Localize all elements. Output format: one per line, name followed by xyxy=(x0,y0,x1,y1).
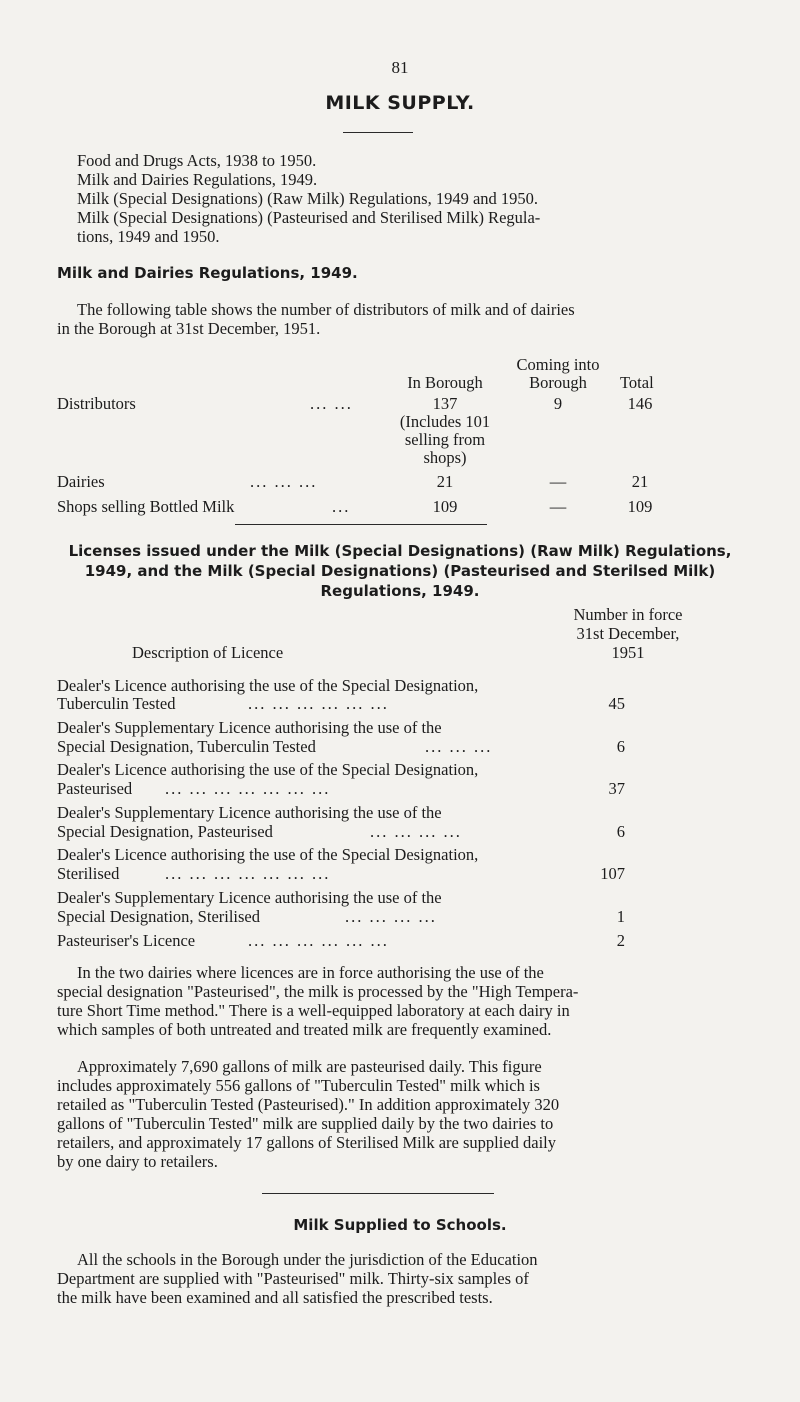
licence-count: 6 xyxy=(616,737,625,756)
cell-note: (Includes 101 xyxy=(399,412,491,431)
licence-description: Dealer's Supplementary Licence authorising the use of the xyxy=(57,718,442,737)
page-title: MILK SUPPLY. xyxy=(325,92,475,114)
licence-count: 37 xyxy=(608,779,625,798)
paragraph-line: the milk have been examined and all satisfied the prescribed tests. xyxy=(57,1288,493,1307)
licence-description: Pasteurised xyxy=(57,779,133,798)
licence-description: Sterilised xyxy=(57,864,120,883)
paragraph-line: ture Short Time method." There is a well-equipped laboratory at each dairy in xyxy=(57,1001,570,1020)
cell-in-borough: 21 xyxy=(436,472,454,491)
licence-count: 2 xyxy=(616,931,625,950)
cell-in-borough: 109 xyxy=(432,497,458,516)
licence-description: Dealer's Supplementary Licence authorising the use of the xyxy=(57,888,442,907)
section-heading-licences: Regulations, 1949. xyxy=(320,582,480,600)
paragraph-line: which samples of both untreated and treated milk are frequently examined. xyxy=(57,1020,552,1039)
paragraph-line: gallons of "Tuberculin Tested" milk are supplied daily by the two dairies to xyxy=(57,1114,554,1133)
cell-coming: — xyxy=(549,497,567,516)
title-divider xyxy=(343,132,413,133)
licence-count: 45 xyxy=(608,694,625,713)
cell-coming: — xyxy=(549,472,567,491)
act-item: Milk (Special Designations) (Raw Milk) Regulations, 1949 and 1950. xyxy=(77,189,539,208)
column-header-number: 1951 xyxy=(611,643,645,662)
row-label-distributors: Distributors xyxy=(57,394,136,413)
paragraph-line: retailers, and approximately 17 gallons of Sterilised Milk are supplied daily xyxy=(57,1133,557,1152)
row-label-shops: Shops selling Bottled Milk xyxy=(57,497,235,516)
licence-description: Special Designation, Sterilised xyxy=(57,907,261,926)
licence-description: Dealer's Licence authorising the use of the Special Designation, xyxy=(57,845,479,864)
page-number: 81 xyxy=(391,58,409,77)
cell-in-borough: 137 xyxy=(432,394,458,413)
paragraph-line: retailed as "Tuberculin Tested (Pasteurised)." In addition approximately 320 xyxy=(57,1095,560,1114)
leader-dots: ... ... ... ... ... ... xyxy=(248,931,389,950)
licence-description: Dealer's Supplementary Licence authorising the use of the xyxy=(57,803,442,822)
paragraph-line: Approximately 7,690 gallons of milk are pasteurised daily. This figure xyxy=(77,1057,542,1076)
column-header-in-borough: In Borough xyxy=(407,373,483,392)
leader-dots: ... xyxy=(332,497,351,516)
section-divider xyxy=(235,524,487,525)
licence-description: Tuberculin Tested xyxy=(57,694,176,713)
paragraph-line: special designation "Pasteurised", the milk is processed by the "High Tempera- xyxy=(57,982,579,1001)
column-header-number: 31st December, xyxy=(576,624,680,643)
section-heading-dairies: Milk and Dairies Regulations, 1949. xyxy=(57,264,358,282)
act-item: Milk (Special Designations) (Pasteurised and Sterilised Milk) Regula- xyxy=(77,208,541,227)
licence-description: Dealer's Licence authorising the use of the Special Designation, xyxy=(57,676,479,695)
leader-dots: ... ... ... ... ... ... xyxy=(248,694,389,713)
licence-description: Dealer's Licence authorising the use of the Special Designation, xyxy=(57,760,479,779)
column-header-coming-into: Coming into xyxy=(516,355,600,374)
leader-dots: ... ... ... ... xyxy=(345,907,437,926)
row-label-dairies: Dairies xyxy=(57,472,105,491)
cell-total: 146 xyxy=(627,394,653,413)
leader-dots: ... ... ... ... ... ... ... xyxy=(165,864,331,883)
column-header-total: Total xyxy=(620,373,654,392)
licence-count: 107 xyxy=(600,864,625,883)
leader-dots: ... ... ... ... xyxy=(370,822,462,841)
licence-description: Special Designation, Pasteurised xyxy=(57,822,273,841)
section-heading-licences: Licenses issued under the Milk (Special Designations) (Raw Milk) Regulations, xyxy=(68,542,732,560)
column-header-number: Number in force xyxy=(573,605,683,624)
leader-dots: ... ... ... xyxy=(250,472,318,491)
cell-total: 109 xyxy=(627,497,653,516)
section-heading-licences: 1949, and the Milk (Special Designations) (Pasteurised and Sterilsed Milk) xyxy=(84,562,716,580)
cell-note: shops) xyxy=(423,448,467,467)
section-divider xyxy=(262,1193,494,1194)
intro-text: The following table shows the number of distributors of milk and of dairies xyxy=(77,300,575,319)
section-heading-schools: Milk Supplied to Schools. xyxy=(293,1216,507,1234)
licence-description: Special Designation, Tuberculin Tested xyxy=(57,737,316,756)
paragraph-line: Department are supplied with "Pasteurised" milk. Thirty-six samples of xyxy=(57,1269,529,1288)
act-item: tions, 1949 and 1950. xyxy=(77,227,220,246)
licence-count: 1 xyxy=(616,907,625,926)
paragraph-line: In the two dairies where licences are in force authorising the use of the xyxy=(77,963,544,982)
column-header-borough: Borough xyxy=(529,373,587,392)
paragraph-line: by one dairy to retailers. xyxy=(57,1152,218,1171)
act-item: Food and Drugs Acts, 1938 to 1950. xyxy=(77,151,317,170)
paragraph-line: includes approximately 556 gallons of "Tuberculin Tested" milk which is xyxy=(57,1076,540,1095)
leader-dots: ... ... ... xyxy=(425,737,493,756)
cell-total: 21 xyxy=(631,472,649,491)
act-item: Milk and Dairies Regulations, 1949. xyxy=(77,170,318,189)
column-header-description: Description of Licence xyxy=(132,643,284,662)
leader-dots: ... ... ... ... ... ... ... xyxy=(165,779,331,798)
licence-description: Pasteuriser's Licence xyxy=(57,931,196,950)
cell-note: selling from xyxy=(404,430,486,449)
licence-count: 6 xyxy=(616,822,625,841)
cell-coming: 9 xyxy=(553,394,563,413)
leader-dots: ... ... xyxy=(310,394,353,413)
intro-text: in the Borough at 31st December, 1951. xyxy=(57,319,321,338)
paragraph-line: All the schools in the Borough under the jurisdiction of the Education xyxy=(77,1250,538,1269)
